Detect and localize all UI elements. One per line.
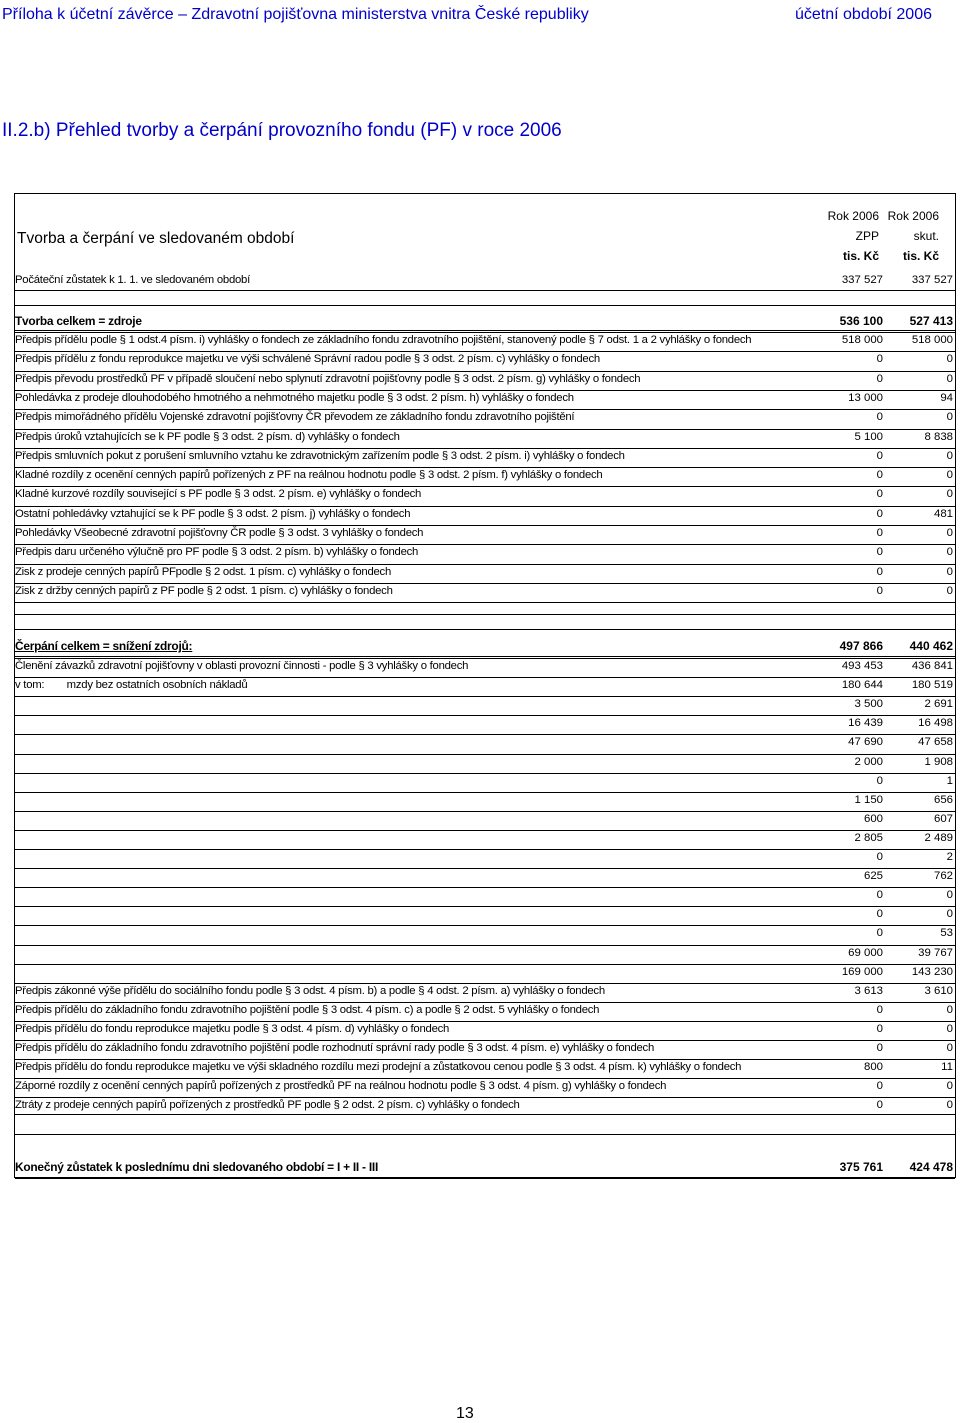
row-label-text: Pohledávky Všeobecné zdravotní pojišťovny ČR podle § 3 odst. 3 vyhlášky o fondech	[15, 527, 424, 539]
table-rule	[15, 1134, 955, 1135]
cerpani-row	[15, 906, 955, 921]
table-rule	[15, 656, 955, 657]
cerpani-row	[15, 868, 955, 883]
value-plan: 0	[876, 488, 883, 501]
row-label	[15, 390, 810, 407]
row-label	[15, 313, 810, 330]
value-actual: 0	[946, 411, 953, 424]
value-plan: 0	[876, 527, 883, 539]
tvorba-row	[15, 429, 955, 443]
value-actual: 481	[933, 507, 953, 520]
value-plan: 0	[876, 507, 883, 520]
value-actual: 3 610	[924, 984, 953, 997]
value-plan: 1 150	[854, 793, 883, 806]
value-plan: 0	[876, 889, 883, 902]
value-actual: 0	[946, 449, 953, 462]
row-label-text: Členění závazků zdravotní pojišťovny v oblasti provozní činnosti - podle § 3 vyhlášky o fondech	[15, 660, 469, 672]
row-label-text: Kladné rozdíly z ocenění cenných papírů pořízených z PF na reálnou hodnotu podle § 3 odst. 2 písm. f) vyhlášky o fondech	[15, 469, 603, 482]
page-title: II.2.b) Přehled tvorby a čerpání provozního fondu (PF) v roce 2006	[2, 120, 562, 141]
value-plan: 0	[876, 372, 883, 385]
value-plan: 0	[876, 774, 883, 787]
col2-line2: skut.	[913, 229, 939, 243]
row-label-text: Předpis přídělu z fondu reprodukce majetku ve výši schválené Správní radou podle § 3 odst. 2 písm. c) vyhlášky o fondech	[15, 353, 600, 366]
value-plan: 3 500	[854, 698, 883, 711]
tvorba-row	[15, 351, 955, 366]
row-label	[15, 486, 810, 503]
value-plan: 0	[876, 411, 883, 424]
row-label	[15, 506, 810, 523]
value-actual: 11	[941, 1061, 953, 1074]
row-label-text: Předpis smluvních pokut z porušení smluvního vztahu ke zdravotnickým zařízením podle § 3 odst. 2 písm. i) vyhlášky o fondech	[15, 449, 625, 462]
value-actual: 2 489	[924, 831, 953, 844]
value-actual: 0	[946, 565, 953, 578]
value-plan: 69 000	[848, 946, 883, 959]
table-rule	[15, 305, 955, 306]
value-actual: 0	[946, 527, 953, 539]
tvorba-row	[15, 409, 955, 424]
row-label	[15, 1097, 810, 1114]
value-actual: 0	[946, 1022, 953, 1035]
row-label	[15, 272, 810, 289]
row-label-text: Tvorba celkem = zdroje	[15, 314, 142, 328]
value-plan: 16 439	[848, 717, 883, 730]
value-actual: 2 691	[924, 698, 953, 711]
table-rule	[15, 1114, 955, 1115]
value-actual: 607	[933, 812, 953, 825]
page-number: 13	[456, 1405, 474, 1422]
value-actual: 440 462	[909, 639, 953, 653]
tvorba-row	[15, 448, 955, 462]
cerpani-row	[15, 964, 955, 978]
row-label	[15, 429, 810, 446]
value-plan: 0	[876, 1022, 883, 1035]
row-label	[15, 983, 810, 1000]
row-label	[15, 1040, 810, 1057]
row-label-text: Předpis přídělu do základního fondu zdravotního pojištění podle rozhodnutí správní rady podle § 3 odst. 4 písm. e) vyhlášky o fondech	[15, 1042, 654, 1054]
value-plan: 0	[876, 851, 883, 863]
cerpani-row	[15, 1097, 955, 1112]
value-actual: 0	[946, 584, 953, 597]
row-sublabel-text: mzdy bez ostatních osobních nákladů	[66, 679, 248, 692]
value-actual: 527 413	[909, 314, 953, 328]
value-actual: 0	[946, 488, 953, 501]
cerpani-row	[15, 754, 955, 768]
row-label	[15, 1059, 810, 1076]
value-actual: 94	[940, 391, 953, 404]
row-label	[15, 658, 810, 675]
value-actual: 1	[946, 774, 953, 787]
value-actual: 424 478	[909, 1160, 953, 1174]
tvorba-row	[15, 486, 955, 501]
row-label	[15, 677, 810, 694]
cerpani-row	[15, 658, 955, 672]
value-plan: 337 527	[841, 274, 883, 286]
value-actual: 180 519	[911, 679, 953, 692]
tvorba-row	[15, 506, 955, 520]
col2-line3: tis. Kč	[902, 249, 939, 263]
row-label	[15, 638, 810, 655]
tvorba-row	[15, 544, 955, 559]
cerpani-row	[15, 1040, 955, 1054]
value-plan: 375 761	[839, 1160, 883, 1174]
value-actual: 2	[946, 851, 953, 863]
col1-line1: Rok 2006	[827, 209, 879, 223]
cerpani-row	[15, 925, 955, 940]
value-actual: 143 230	[911, 965, 953, 978]
cerpani-row	[15, 792, 955, 806]
cerpani-row	[15, 945, 955, 959]
value-actual: 53	[940, 927, 953, 940]
value-plan: 0	[876, 449, 883, 462]
row-label-text: Pohledávka z prodeje dlouhodobého hmotného a nehmotného majetku podle § 3 odst. 2 písm. h) vyhlášky o fondech	[15, 391, 574, 404]
row-label-text: Předpis převodu prostředků PF v případě sloučení nebo splynutí zdravotní pojišťovny podle § 3 odst. 2 písm. g) vyhlášky o fondech	[15, 372, 641, 385]
tvorba-row	[15, 467, 955, 482]
value-actual: 518 000	[911, 334, 953, 346]
row-label-text: Předpis zákonné výše přídělu do sociálního fondu podle § 3 odst. 4 písm. b) a podle § 4 odst. 2 písm. a) vyhlášky o fondech	[15, 984, 605, 997]
value-actual: 337 527	[911, 274, 953, 286]
col2-line1: Rok 2006	[887, 209, 939, 223]
table-rule	[15, 629, 955, 630]
row-label-text: Čerpání celkem = snížení zdrojů:	[15, 639, 193, 653]
header-right-text: účetní období 2006	[794, 6, 932, 23]
empty-row	[15, 602, 955, 603]
row-label	[15, 409, 810, 426]
value-plan: 497 866	[839, 639, 883, 653]
value-plan: 2 000	[854, 755, 883, 768]
tvorba-row	[15, 525, 955, 539]
row-label-text: Zisk z prodeje cenných papírů PFpodle § 2 odst. 1 písm. c) vyhlášky o fondech	[15, 565, 392, 578]
cerpani-row	[15, 983, 955, 997]
table-rule	[15, 614, 955, 615]
value-actual: 1 908	[924, 755, 953, 768]
table-rule	[15, 1178, 955, 1179]
row-label-text: Zisk z držby cenných papírů z PF podle § 2 odst. 1 písm. c) vyhlášky o fondech	[15, 584, 393, 597]
cerpani-row	[15, 811, 955, 825]
tvorba-row	[15, 332, 955, 346]
table-heading: Tvorba a čerpání ve sledovaném období	[17, 230, 295, 247]
row-label-text: Ztráty z prodeje cenných papírů pořízených z prostředků PF podle § 2 odst. 2 písm. c) vyhlášky o fondech	[15, 1099, 520, 1112]
value-plan: 3 613	[854, 984, 883, 997]
cerpani-row	[15, 715, 955, 730]
value-actual: 0	[946, 353, 953, 366]
value-actual: 436 841	[911, 660, 953, 672]
col1-line2: ZPP	[855, 229, 879, 243]
row-label-text: Předpis přídělu do základního fondu zdravotního pojištění podle § 3 odst. 4 písm. c) a podle § 2 odst. 5 vyhlášky o fondech	[15, 1003, 600, 1016]
row-label	[15, 371, 810, 388]
fund-table	[14, 193, 956, 1178]
value-actual: 0	[946, 1003, 953, 1016]
tvorba-row	[15, 371, 955, 385]
row-label-text: Předpis přídělu podle § 1 odst.4 písm. i) vyhlášky o fondech ze základního fondu zdravotního pojištění, stanovený podle § 7 odst. 1 a 2 vyhlášky o fondech	[15, 334, 752, 346]
row-label	[15, 525, 810, 542]
value-plan: 47 690	[848, 736, 883, 749]
cerpani-row	[15, 734, 955, 749]
cerpani-row	[15, 1078, 955, 1093]
value-plan: 0	[876, 908, 883, 921]
cerpani-row	[15, 887, 955, 902]
value-actual: 8 838	[924, 430, 953, 443]
value-plan: 0	[876, 353, 883, 366]
row-label	[15, 564, 810, 581]
table-rule	[15, 330, 955, 331]
value-plan: 169 000	[841, 965, 883, 978]
value-actual: 656	[933, 793, 953, 806]
value-plan: 13 000	[848, 391, 883, 404]
value-plan: 800	[863, 1061, 883, 1074]
value-plan: 625	[863, 870, 883, 883]
value-plan: 0	[876, 927, 883, 940]
row-label-text: Předpis úroků vztahujících se k PF podle § 3 odst. 2 písm. d) vyhlášky o fondech	[15, 430, 400, 443]
value-plan: 180 644	[841, 679, 883, 692]
value-plan: 0	[876, 1080, 883, 1093]
value-actual: 47 658	[918, 736, 953, 749]
row-label	[15, 1021, 810, 1038]
value-actual: 16 498	[918, 717, 953, 730]
row-label	[15, 467, 810, 484]
value-actual: 0	[946, 908, 953, 921]
row-label	[15, 351, 810, 368]
value-plan: 0	[876, 584, 883, 597]
cerpani-row	[15, 1059, 955, 1074]
value-plan: 0	[876, 565, 883, 578]
row-label-text: v tom:	[15, 679, 45, 692]
header-left-text: Příloha k účetní závěrce – Zdravotní pojišťovna ministerstva vnitra České republiky	[2, 6, 589, 23]
row-label-text: Předpis přídělu do fondu reprodukce majetku podle § 3 odst. 4 písm. d) vyhlášky o fondech	[15, 1022, 450, 1035]
value-plan: 518 000	[841, 334, 883, 346]
value-actual: 0	[946, 469, 953, 482]
column-header-plan	[799, 206, 879, 266]
tvorba-row	[15, 583, 955, 597]
row-label	[15, 448, 810, 465]
value-actual: 0	[946, 1080, 953, 1093]
cerpani-row	[15, 830, 955, 844]
value-plan: 0	[876, 1042, 883, 1054]
cerpani-row	[15, 696, 955, 711]
value-actual: 39 767	[918, 946, 953, 959]
row-label-text: Předpis mimořádného přídělu Vojenské zdravotní pojišťovny ČR převodem ze základního fondu zdravotního pojištění	[15, 411, 575, 424]
value-plan: 2 805	[854, 831, 883, 844]
cerpani-row	[15, 849, 955, 863]
row-label-text: Ostatní pohledávky vztahující se k PF podle § 3 odst. 2 písm. j) vyhlášky o fondech	[15, 507, 411, 520]
value-plan: 0	[876, 1099, 883, 1112]
row-label-text: Předpis daru určeného výlučně pro PF podle § 3 odst. 2 písm. b) vyhlášky o fondech	[15, 546, 419, 559]
value-plan: 536 100	[839, 314, 883, 328]
cerpani-row	[15, 677, 955, 692]
table-rule	[15, 290, 955, 291]
value-actual: 0	[946, 372, 953, 385]
value-actual: 0	[946, 546, 953, 559]
row-label	[15, 544, 810, 561]
value-plan: 493 453	[841, 660, 883, 672]
value-actual: 0	[946, 1042, 953, 1054]
row-label-text: Počáteční zůstatek k 1. 1. ve sledovaném období	[15, 274, 250, 286]
value-actual: 762	[933, 870, 953, 883]
value-actual: 0	[946, 889, 953, 902]
value-actual: 0	[946, 1099, 953, 1112]
cerpani-row	[15, 1002, 955, 1016]
row-label-text: Kladné kurzové rozdíly související s PF podle § 3 odst. 2 písm. e) vyhlášky o fondech	[15, 488, 422, 501]
row-label	[15, 332, 810, 349]
row-label	[15, 1002, 810, 1019]
tvorba-row	[15, 390, 955, 404]
column-header-actual	[869, 206, 939, 266]
col1-line3: tis. Kč	[842, 249, 879, 263]
cerpani-row	[15, 1021, 955, 1035]
row-label-text: Předpis přídělu do fondu reprodukce majetku ve výši skladného rozdílu mezi prodejní a zůstatkovou cenou podle § 3 odst. 4 písm. k) vyhlášky o fondech	[15, 1061, 742, 1074]
row-label	[15, 1078, 810, 1095]
row-label	[15, 1159, 810, 1176]
row-label-text: Záporné rozdíly z ocenění cenných papírů pořízených z prostředků PF na reálnou hodnotu podle § 3 odst. 4 písm. g) vyhlášky o fondech	[15, 1080, 667, 1093]
value-plan: 0	[876, 1003, 883, 1016]
tvorba-row	[15, 564, 955, 578]
value-plan: 0	[876, 546, 883, 559]
value-plan: 0	[876, 469, 883, 482]
page-header	[0, 4, 960, 30]
row-label-text: Konečný zůstatek k poslednímu dni sledovaného období = I + II - III	[15, 1160, 379, 1174]
value-plan: 5 100	[854, 430, 883, 443]
row-label	[15, 583, 810, 600]
value-plan: 600	[863, 812, 883, 825]
cerpani-row	[15, 773, 955, 787]
